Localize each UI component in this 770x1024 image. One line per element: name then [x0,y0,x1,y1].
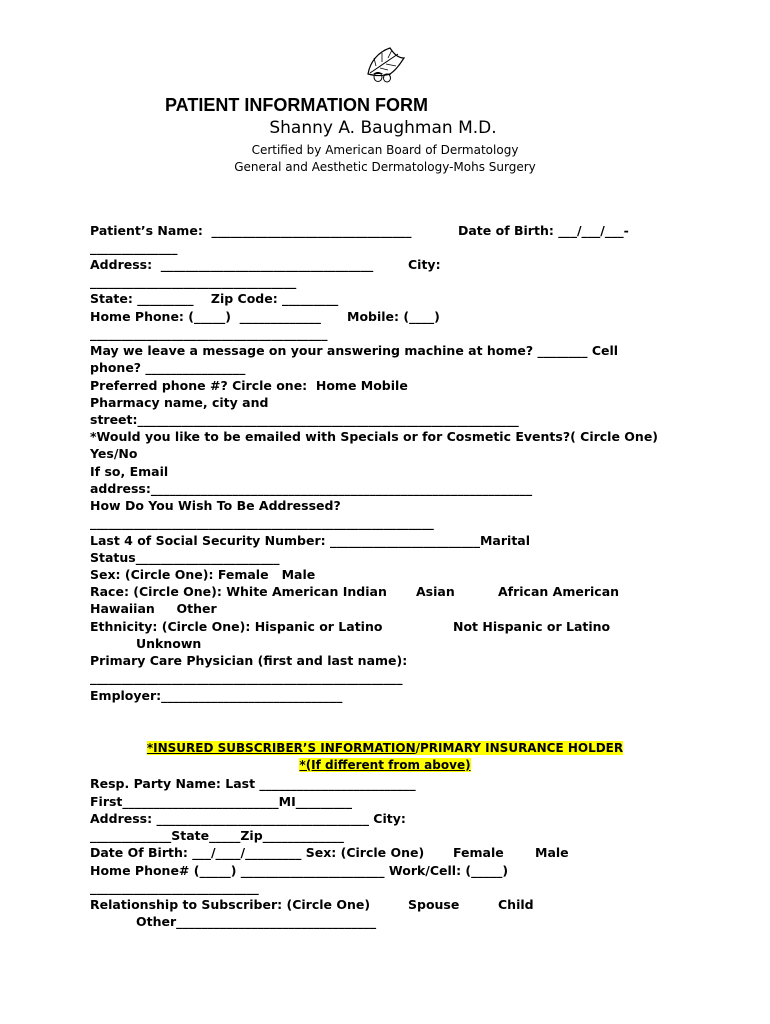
race-asian-option[interactable]: Asian [416,584,455,599]
doctor-name: Shanny A. Baughman M.D. [269,118,497,138]
home-phone-field[interactable]: Home Phone: (_____) _____________ [90,309,321,324]
relationship-child-option[interactable]: Child [498,897,534,912]
cell-phone-field[interactable]: phone? ________________ [90,360,246,375]
pharmacy-street-field[interactable]: street:_____________________________________________________________ [90,412,519,427]
relationship-other-field[interactable]: Other________________________________ [136,914,377,929]
race-option-cont[interactable]: Hawaiian Other [90,601,217,616]
pcp-label: Primary Care Physician (first and last name): [90,653,408,668]
insured-subheading: *(If different from above) [299,758,471,772]
dob-field-cont[interactable]: ______________ [90,240,178,255]
email-address-field[interactable]: address:_____________________________________________________________ [90,481,533,496]
resp-party-field[interactable]: Resp. Party Name: Last _________________________ [90,776,416,791]
insured-phone-field-cont[interactable]: ___________________________ [90,880,259,895]
not-hispanic-option[interactable]: Not Hispanic or Latino [453,619,611,634]
pcp-field[interactable]: __________________________________________________ [90,670,403,685]
preferred-phone[interactable]: Preferred phone #? Circle one: Home Mobile [90,378,408,393]
insured-heading: *INSURED SUBSCRIBER’S INFORMATION/PRIMARY INSURANCE HOLDER [146,741,624,755]
insured-female-option[interactable]: Female [453,845,504,860]
pharmacy-label: Pharmacy name, city and [90,395,269,410]
marital-status-field[interactable]: Status_______________________ [90,550,280,565]
address-field[interactable]: Address: __________________________________ [90,257,374,272]
race-african-american-option[interactable]: African American [498,584,620,599]
insured-male-option[interactable]: Male [535,845,569,860]
employer-field[interactable]: Employer:_____________________________ [90,688,343,703]
sex-option[interactable]: Sex: (Circle One): Female Male [90,567,316,582]
form-title: PATIENT INFORMATION FORM [165,95,428,115]
race-option[interactable]: Race: (Circle One): White American Indian [90,584,387,599]
certification-line: Certified by American Board of Dermatology [251,143,519,157]
patient-name-field[interactable]: Patient’s Name: ________________________________ [90,223,412,238]
ethnicity-unknown-option[interactable]: Unknown [136,636,202,651]
dob-field[interactable]: Date of Birth: ___/___/___- [458,223,629,238]
ssn-field[interactable]: Last 4 of Social Security Number: ________________________Marital [90,533,531,548]
first-mi-field[interactable]: First_________________________MI_________ [90,794,352,809]
city-field[interactable]: _________________________________ [90,274,297,289]
message-question[interactable]: May we leave a message on your answering machine at home? ________ Cell [90,343,619,358]
state-zip-field[interactable]: State: _________ Zip Code: _________ [90,291,339,306]
mobile-field[interactable]: Mobile: (____) [347,309,440,324]
email-question: *Would you like to be emailed with Specials or for Cosmetic Events?( Circle One) [90,429,659,444]
insured-dob-field[interactable]: Date Of Birth: ___/____/_________ Sex: (Circle One) [90,845,425,860]
insured-state-zip-field[interactable]: _____________State_____Zip_____________ [90,828,344,843]
city-label: City: [408,257,441,272]
ethnicity-option[interactable]: Ethnicity: (Circle One): Hispanic or Latino [90,619,383,634]
mobile-field-cont[interactable]: ______________________________________ [90,326,328,341]
insured-address-field[interactable]: Address: __________________________________ City: [90,811,406,826]
email-label: If so, Email [90,464,169,479]
relationship-label: Relationship to Subscriber: (Circle One) [90,897,371,912]
yes-no-option[interactable]: Yes/No [90,446,138,461]
oak-leaf-acorn-icon [360,44,410,84]
addressed-question: How Do You Wish To Be Addressed? [90,498,341,513]
relationship-spouse-option[interactable]: Spouse [408,897,460,912]
insured-phone-field[interactable]: Home Phone# (_____) _______________________ Work/Cell: (_____) [90,863,509,878]
addressed-field[interactable]: _______________________________________________________ [90,515,434,530]
specialty-line: General and Aesthetic Dermatology-Mohs Surgery [234,160,536,174]
